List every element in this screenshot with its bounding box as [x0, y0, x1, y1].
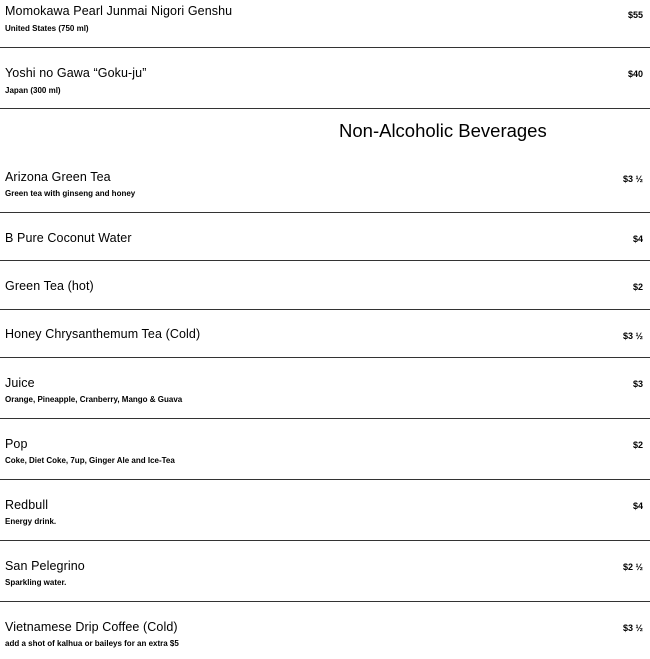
- item-name: Juice: [5, 376, 35, 390]
- item-price: $4: [632, 234, 643, 244]
- divider: [0, 260, 650, 261]
- item-price: $3 ½: [622, 174, 643, 184]
- item-name: Arizona Green Tea: [5, 170, 111, 184]
- item-price: $55: [627, 10, 643, 20]
- item-description: add a shot of kalhua or baileys for an extra $5: [5, 639, 179, 648]
- item-description: Energy drink.: [5, 517, 57, 526]
- divider: [0, 108, 650, 109]
- section-title: Non-Alcoholic Beverages: [339, 120, 547, 141]
- item-name: Green Tea (hot): [5, 279, 94, 293]
- divider: [0, 212, 650, 213]
- item-name: Redbull: [5, 498, 49, 512]
- divider: [0, 357, 650, 358]
- divider: [0, 540, 650, 541]
- divider: [0, 309, 650, 310]
- divider: [0, 418, 650, 419]
- item-name: Yoshi no Gawa “Goku-ju”: [5, 66, 147, 80]
- item-name: Vietnamese Drip Coffee (Cold): [5, 620, 178, 634]
- item-description: Japan (300 ml): [5, 86, 61, 95]
- item-name: B Pure Coconut Water: [5, 231, 132, 245]
- item-price: $2 ½: [622, 562, 643, 572]
- item-description: Green tea with ginseng and honey: [5, 189, 136, 198]
- item-price: $2: [632, 440, 643, 450]
- divider: [0, 47, 650, 48]
- item-name: San Pelegrino: [5, 559, 85, 573]
- item-description: Orange, Pineapple, Cranberry, Mango & Guava: [5, 395, 183, 404]
- item-description: United States (750 ml): [5, 24, 89, 33]
- item-name: Honey Chrysanthemum Tea (Cold): [5, 327, 201, 341]
- item-price: $3: [632, 379, 643, 389]
- item-price: $40: [627, 69, 643, 79]
- item-description: Sparkling water.: [5, 578, 67, 587]
- item-name: Momokawa Pearl Junmai Nigori Genshu: [5, 4, 233, 18]
- item-price: $2: [632, 282, 643, 292]
- item-name: Pop: [5, 437, 28, 451]
- divider: [0, 479, 650, 480]
- item-price: $4: [632, 501, 643, 511]
- item-description: Coke, Diet Coke, 7up, Ginger Ale and Ice-Tea: [5, 456, 175, 465]
- item-price: $3 ½: [622, 331, 643, 341]
- item-price: $3 ½: [622, 623, 643, 633]
- divider: [0, 601, 650, 602]
